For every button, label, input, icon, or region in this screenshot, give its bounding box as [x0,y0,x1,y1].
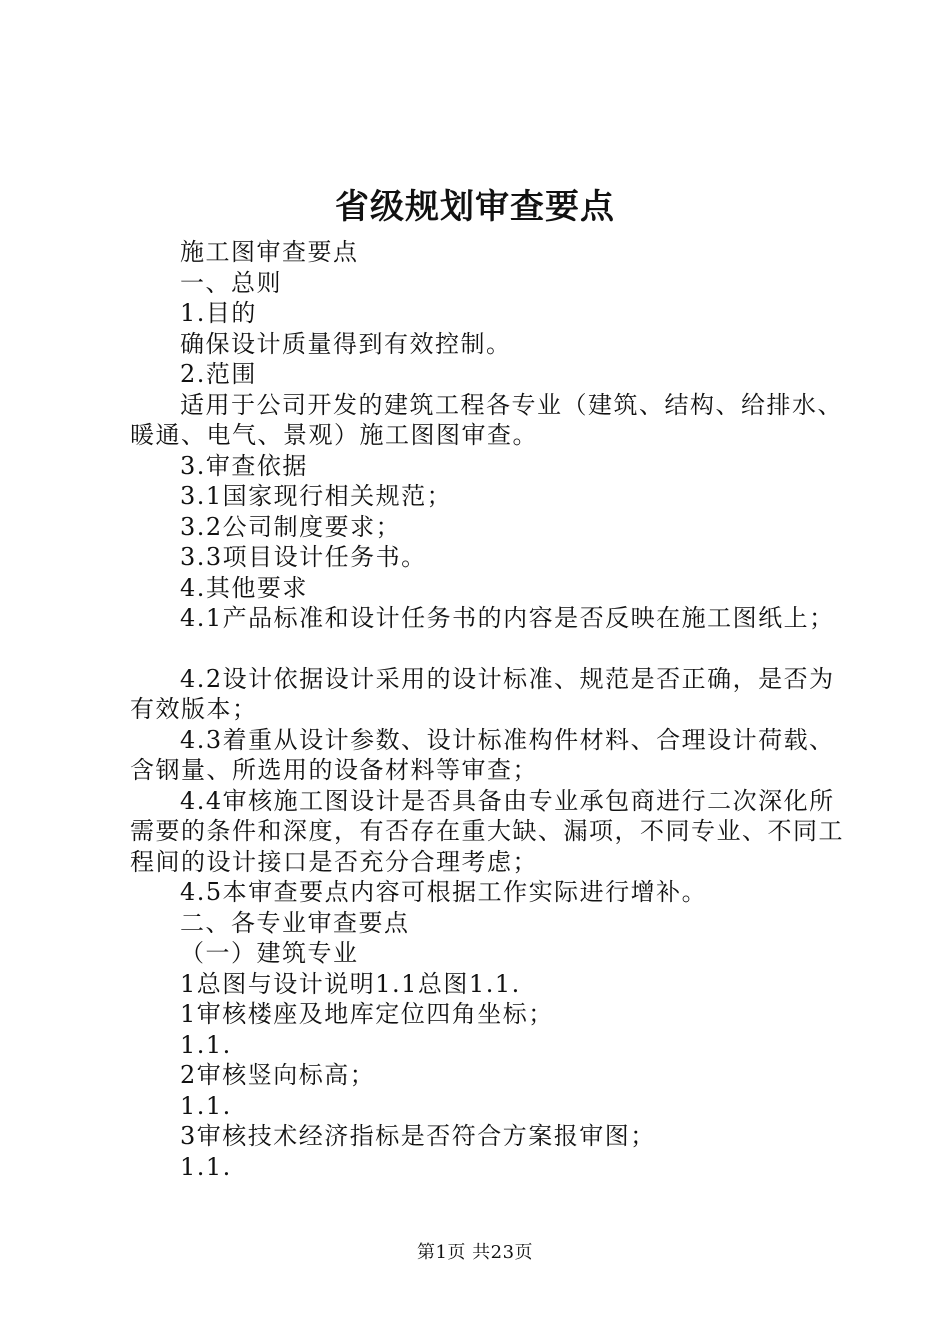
paragraph: 4.其他要求 [180,573,308,602]
paragraph: 确保设计质量得到有效控制。 [180,329,512,358]
paragraph: 施工图审查要点 [180,238,359,266]
paragraph: 2审核竖向标高； [180,1061,376,1089]
document-title: 省级规划审查要点 [335,187,615,227]
paragraph: 2.范围 [180,360,257,388]
paragraph: 4.2设计依据设计采用的设计标准、规范是否正确，是否为有效版本； [130,664,835,723]
paragraph: 4.4审核施工图设计是否具备由专业承包商进行二次深化所需要的条件和深度，有否存在重大缺、漏项，不同专业、不同工程间的设计接口是否充分合理考虑； [130,786,844,876]
paragraph: 二、各专业审查要点 [180,908,410,937]
paragraph: 适用于公司开发的建筑工程各专业（建筑、结构、给排水、暖通、电气、景观）施工图图审查。 [130,390,843,449]
paragraph: 1.1. [180,1152,232,1181]
paragraph: 3.审查依据 [180,451,308,480]
paragraph: 一、总则 [180,268,282,297]
paragraph: 1审核楼座及地库定位四角坐标； [180,1000,554,1028]
paragraph: 4.5本审查要点内容可根据工作实际进行增补。 [180,878,708,906]
paragraph: （一）建筑专业 [180,939,359,967]
paragraph: 1.1. [180,1030,232,1059]
paragraph: 3.2公司制度要求； [180,512,402,541]
paragraph: 3审核技术经济指标是否符合方案报审图； [180,1122,656,1150]
document-body [130,237,850,1182]
paragraph: 1.目的 [180,299,257,327]
paragraph: 4.3着重从设计参数、设计标准构件材料、合理设计荷载、含钢量、所选用的设备材料等审查； [130,725,835,784]
paragraph: 3.1国家现行相关规范； [180,482,453,510]
paragraph: 3.3项目设计任务书。 [180,543,427,571]
page-number-footer: 第1页 共23页 [416,1242,534,1263]
paragraph: 1总图与设计说明1.1总图1.1. [180,969,521,998]
paragraph: 1.1. [180,1091,232,1120]
paragraph: 4.1产品标准和设计任务书的内容是否反映在施工图纸上； [180,604,835,632]
